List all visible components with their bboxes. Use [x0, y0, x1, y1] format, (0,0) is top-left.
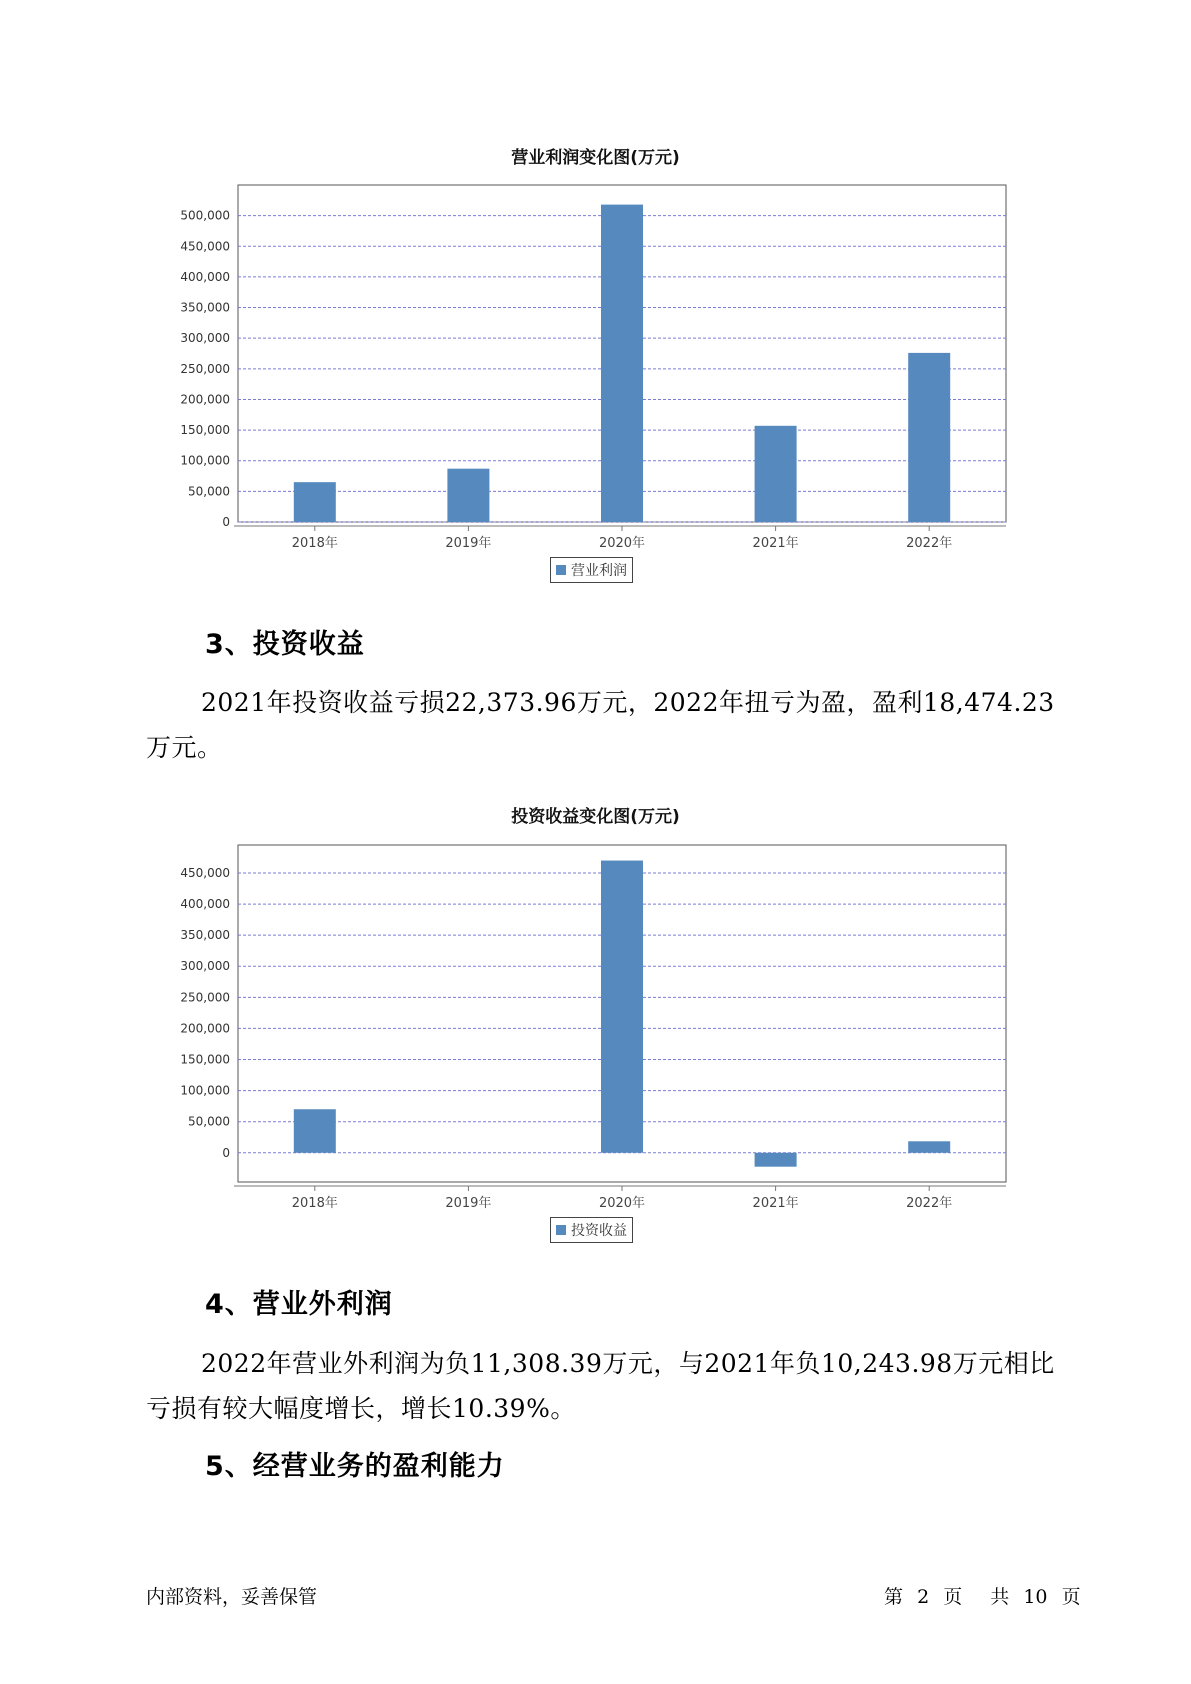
paragraph-non-operating-profit: 2022年营业外利润为负11,308.39万元，与2021年负10,243.98万元相比亏损有较大幅度增长，增长10.39%。: [146, 1349, 1055, 1423]
y-tick-label: 100,000: [180, 453, 230, 468]
y-tick-label: 200,000: [180, 392, 230, 407]
y-tick-label: 400,000: [180, 897, 230, 912]
y-tick-label: 350,000: [180, 300, 230, 315]
legend-investment-income: [550, 1217, 633, 1243]
page-label-pre: 第: [884, 1586, 904, 1608]
x-tick-label: 2019年: [445, 536, 492, 551]
legend-operating-profit: [550, 557, 633, 583]
y-tick-label: 200,000: [180, 1021, 230, 1036]
y-tick-label: 250,000: [180, 990, 230, 1005]
x-tick-label: 2020年: [598, 1196, 646, 1211]
footer-confidential-note: 内部资料，妥善保管: [146, 1586, 318, 1608]
y-tick-label: 250,000: [180, 361, 230, 376]
bar: [294, 1109, 336, 1153]
legend-label: 营业利润: [571, 563, 627, 579]
chart-title-operating-profit: 营业利润变化图(万元): [511, 148, 680, 168]
y-tick-label: 50,000: [188, 484, 230, 499]
y-tick-label: 0: [222, 1145, 230, 1160]
y-tick-label: 300,000: [180, 331, 230, 346]
bar: [755, 426, 797, 522]
x-tick-label: 2021年: [752, 536, 799, 551]
x-tick-label: 2018年: [291, 536, 338, 551]
x-tick-label: 2020年: [598, 536, 646, 551]
paragraph-investment-income: 2021年投资收益亏损22,373.96万元，2022年扭亏为盈，盈利18,474.23万元。: [146, 688, 1055, 762]
y-tick-label: 400,000: [180, 269, 230, 284]
y-tick-label: 300,000: [180, 959, 230, 974]
y-tick-label: 50,000: [188, 1114, 230, 1129]
y-tick-label: 350,000: [180, 928, 230, 943]
total-pages: 10: [1023, 1586, 1048, 1608]
bar: [908, 353, 950, 522]
bar: [447, 469, 489, 522]
total-label-post: 页: [1061, 1586, 1081, 1608]
operating-profit-chart: [0, 170, 1191, 550]
legend-swatch: [556, 565, 566, 575]
x-tick-label: 2018年: [291, 1196, 338, 1211]
bar: [294, 482, 336, 522]
page-number: 2: [917, 1586, 930, 1608]
y-tick-label: 150,000: [180, 1052, 230, 1067]
section-heading-investment-income: 3、投资收益: [205, 629, 365, 660]
bar: [755, 1153, 797, 1167]
page-label-mid: 页: [943, 1586, 963, 1608]
y-tick-label: 450,000: [180, 865, 230, 880]
y-tick-label: 100,000: [180, 1083, 230, 1098]
x-tick-label: 2019年: [445, 1196, 492, 1211]
investment-income-chart: [0, 830, 1191, 1210]
bar: [601, 205, 643, 522]
section-heading-non-operating-profit: 4、营业外利润: [205, 1289, 393, 1320]
chart-title-investment-income: 投资收益变化图(万元): [511, 807, 680, 827]
legend-swatch: [556, 1225, 566, 1235]
y-tick-label: 450,000: [180, 239, 230, 254]
footer-page-indicator: [884, 1582, 1081, 1609]
x-tick-label: 2022年: [906, 536, 953, 551]
section-heading-business-profitability: 5、经营业务的盈利能力: [205, 1451, 505, 1482]
bar: [601, 861, 643, 1153]
x-tick-label: 2022年: [906, 1196, 953, 1211]
bar: [908, 1141, 950, 1152]
y-tick-label: 500,000: [180, 208, 230, 223]
x-tick-label: 2021年: [752, 1196, 799, 1211]
total-label-pre: 共: [990, 1586, 1010, 1608]
y-tick-label: 0: [222, 515, 230, 529]
y-tick-label: 150,000: [180, 423, 230, 438]
legend-label: 投资收益: [571, 1223, 627, 1239]
